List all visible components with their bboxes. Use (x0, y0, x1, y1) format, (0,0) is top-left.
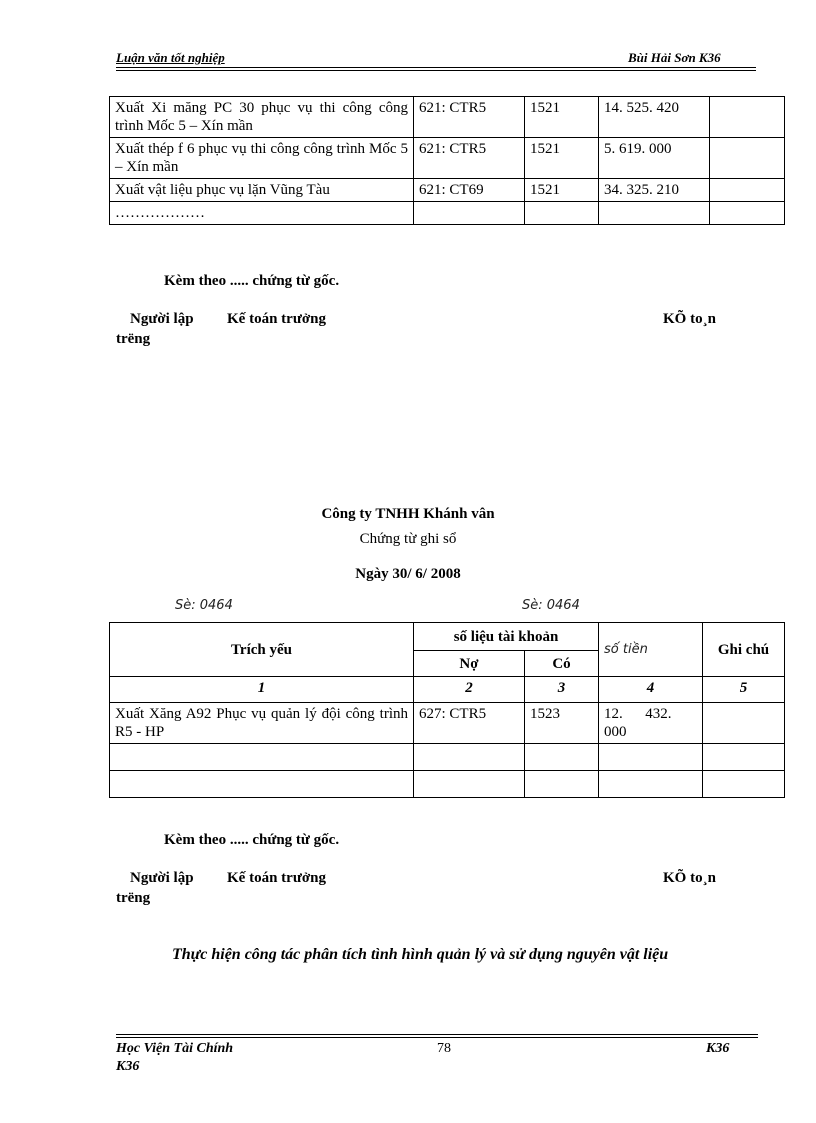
row-credit-account (525, 202, 599, 225)
col-number-1: 1 (110, 677, 414, 703)
col-header-account-data: số liệu tài khoản (414, 623, 599, 651)
row-amount: 34. 325. 210 (599, 179, 710, 202)
row-amount: 14. 525. 420 (599, 97, 710, 138)
document-type: Chứng từ ghi sổ (359, 531, 457, 547)
table-row (110, 744, 785, 771)
signature-director-cont-2: trëng (116, 890, 151, 906)
row-description: Xuất vật liệu phục vụ lặn Vũng Tàu (110, 179, 414, 202)
attachment-note: Kèm theo ..... chứng từ gốc. (164, 273, 340, 289)
voucher-number-right: Sè: 0464 (522, 598, 580, 613)
col-number-3: 3 (525, 677, 599, 703)
header-row (110, 623, 785, 651)
row-note (703, 771, 785, 798)
col-header-credit: Có (525, 651, 599, 677)
row-debit-account: 621: CTR5 (414, 97, 525, 138)
row-credit-account (525, 744, 599, 771)
row-description: Xuất Xăng A92 Phục vụ quản lý đội công trình R5 - HP (110, 703, 414, 744)
footer-left-cont: K36 (116, 1059, 140, 1074)
signature-preparer: Người lập (130, 311, 194, 327)
col-number-5: 5 (703, 677, 785, 703)
table-row (110, 179, 785, 202)
row-description (110, 771, 414, 798)
row-note (710, 138, 785, 179)
voucher-number-left: Sè: 0464 (175, 598, 233, 613)
col-header-note: Ghi chú (703, 623, 785, 677)
section-heading-paragraph: Thực hiện công tác phân tích tình hình quản lý và sử dụng nguyên vật liệu (172, 946, 669, 963)
row-credit-account (525, 771, 599, 798)
voucher-table (109, 622, 785, 798)
row-description: Xuất Xi măng PC 30 phục vụ thi công công trình Mốc 5 – Xín mần (110, 97, 414, 138)
table-row (110, 97, 785, 138)
row-note (710, 202, 785, 225)
header-rule-2 (116, 70, 756, 71)
table-row (110, 703, 785, 744)
page-number: 78 (437, 1041, 451, 1056)
row-credit-account: 1521 (525, 97, 599, 138)
col-header-summary: Trích yếu (110, 623, 414, 677)
col-header-amount (599, 623, 703, 677)
row-note (710, 97, 785, 138)
signature-director: KÕ to¸n (663, 311, 716, 327)
document-date: Ngày 30/ 6/ 2008 (355, 566, 461, 582)
footer-rule (116, 1034, 758, 1035)
signature-preparer-2: Người lập (130, 870, 194, 886)
row-debit-account (414, 744, 525, 771)
signature-director-2: KÕ to¸n (663, 870, 716, 886)
row-amount: 5. 619. 000 (599, 138, 710, 179)
row-amount (599, 202, 710, 225)
row-note (703, 744, 785, 771)
signature-director-cont: trëng (116, 331, 151, 347)
row-amount (599, 744, 703, 771)
row-debit-account: 621: CT69 (414, 179, 525, 202)
row-note (703, 703, 785, 744)
row-amount (599, 771, 703, 798)
table-row (110, 138, 785, 179)
signature-chief-accountant: Kế toán trưởng (227, 311, 326, 327)
row-credit-account: 1523 (525, 703, 599, 744)
header-left: Luận văn tốt nghiệp (116, 50, 225, 65)
row-debit-account: 627: CTR5 (414, 703, 525, 744)
row-credit-account: 1521 (525, 179, 599, 202)
attachment-note-2: Kèm theo ..... chứng từ gốc. (164, 832, 340, 848)
footer-rule-2 (116, 1037, 758, 1038)
amount-header-label: số tiền (604, 642, 648, 657)
row-note (710, 179, 785, 202)
top-ledger-table (109, 96, 785, 225)
table-row (110, 202, 785, 225)
header-right: Bùi Hải Sơn K36 (628, 50, 721, 65)
company-name: Công ty TNHH Khánh vân (321, 506, 495, 522)
signature-chief-accountant-2: Kế toán trưởng (227, 870, 326, 886)
col-number-2: 2 (414, 677, 525, 703)
col-number-4: 4 (599, 677, 703, 703)
row-description (110, 744, 414, 771)
row-amount: 12. 432. 000 (599, 703, 703, 744)
row-debit-account: 621: CTR5 (414, 138, 525, 179)
table-row (110, 771, 785, 798)
col-header-debit: Nợ (414, 651, 525, 677)
header-rule (116, 67, 756, 68)
row-debit-account (414, 202, 525, 225)
row-credit-account: 1521 (525, 138, 599, 179)
row-description: Xuất thép f 6 phục vụ thi công công trình Mốc 5 – Xín mần (110, 138, 414, 179)
row-description: ……………… (110, 202, 414, 225)
column-number-row (110, 677, 785, 703)
footer-left: Học Viện Tài Chính (116, 1041, 234, 1056)
footer-right: K36 (706, 1041, 730, 1056)
row-debit-account (414, 771, 525, 798)
